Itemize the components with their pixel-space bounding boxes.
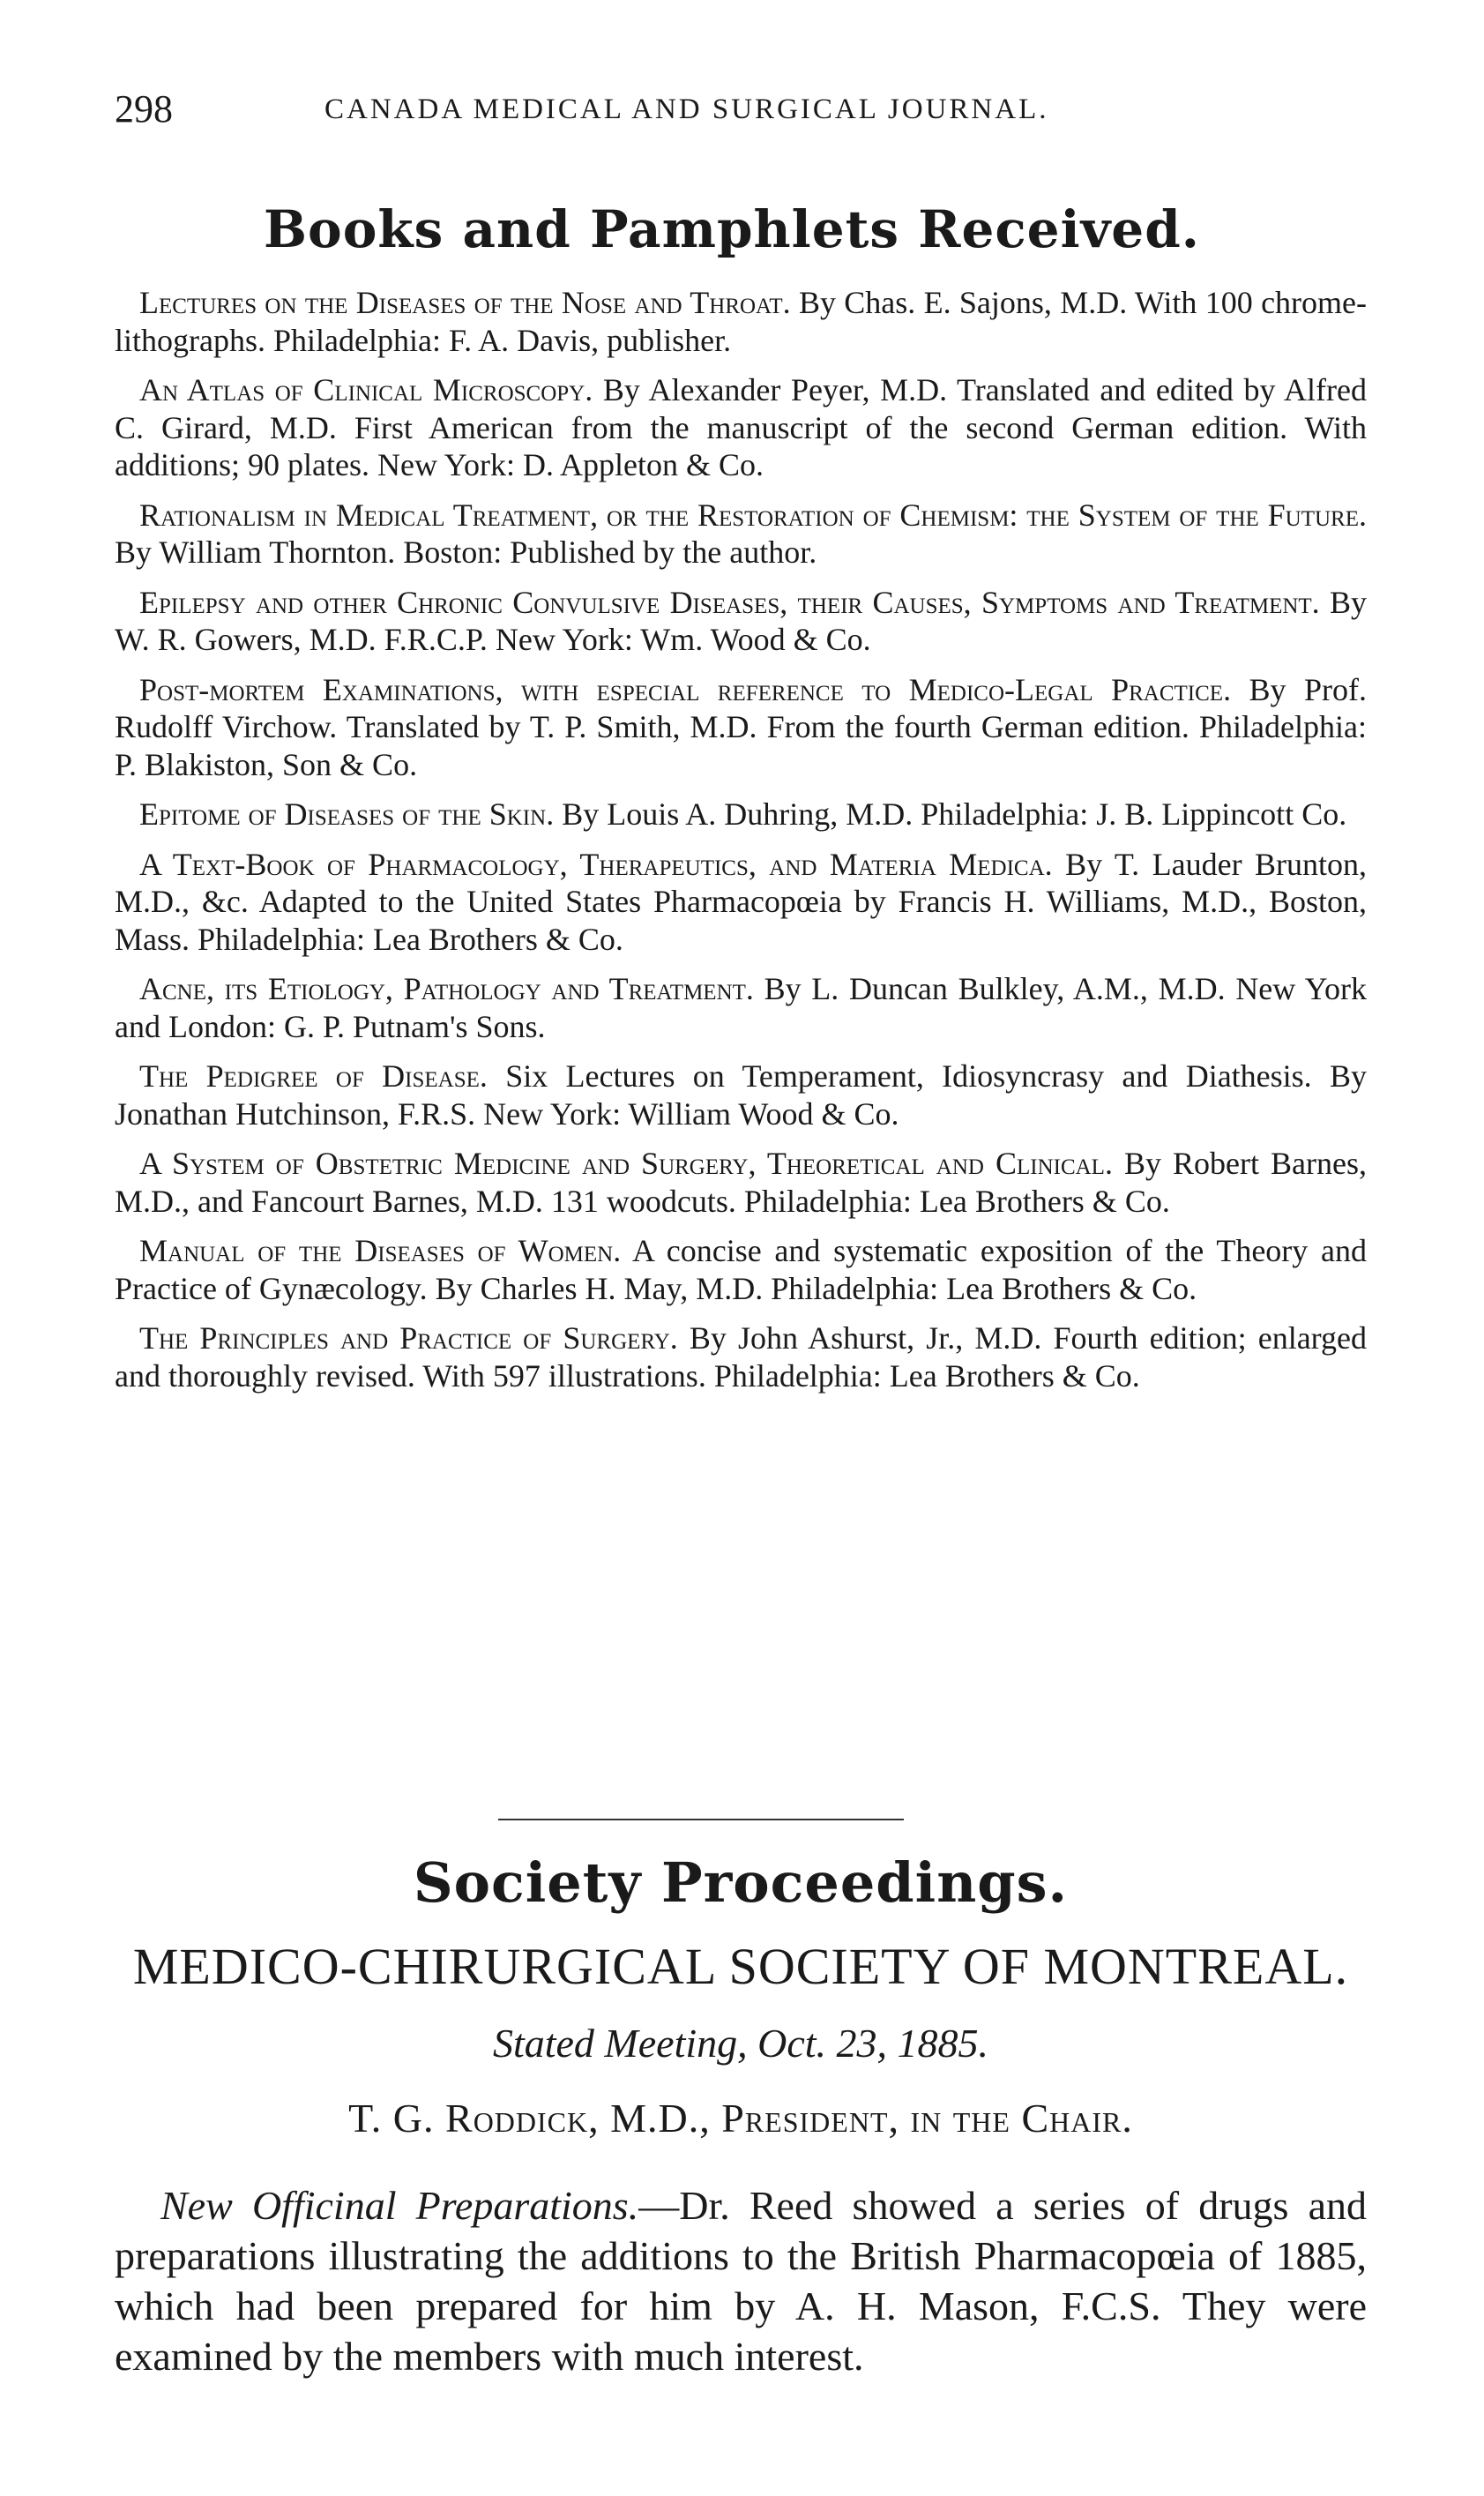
book-entry — [115, 1057, 1367, 1132]
chair-line: T. G. Roddick, M.D., President, in the Chair. — [348, 2096, 1133, 2141]
book-title: A Text-Book of Pharmacology, Therapeutics, and Materia Medica. — [139, 846, 1053, 882]
book-details: Six Lectures on Temperament, Idiosyncrasy and Diathesis. By Jonathan Hutchinson, F.R.S. New York: William Wood & Co. — [115, 1058, 1367, 1132]
book-title: The Principles and Practice of Surgery. — [139, 1320, 678, 1356]
book-entry — [115, 796, 1367, 833]
book-details: By T. Lauder Brunton, M.D., &c. Adapted to the United States Pharmacopœia by Francis H. Williams, M.D., Boston, Mass. Philadelphia: Lea Brothers & Co. — [115, 846, 1367, 957]
book-entry — [115, 371, 1367, 484]
book-entry — [115, 970, 1367, 1045]
book-title: Epilepsy and other Chronic Convulsive Diseases, their Causes, Symptoms and Treatment. — [139, 584, 1320, 620]
book-entry — [115, 846, 1367, 959]
book-entry — [115, 284, 1367, 359]
book-details: By L. Duncan Bulkley, A.M., M.D. New York and London: G. P. Putnam's Sons. — [115, 971, 1367, 1044]
book-details: By Louis A. Duhring, M.D. Philadelphia: J. B. Lippincott Co. — [562, 796, 1347, 832]
book-details: By W. R. Gowers, M.D. F.R.C.P. New York: Wm. Wood & Co. — [115, 584, 1368, 657]
book-details: By Chas. E. Sajons, M.D. With 100 chrome-lithographs. Philadelphia: F. A. Davis, publisher. — [115, 285, 1367, 358]
book-title: Acne, its Etiology, Pathology and Treatment. — [139, 971, 754, 1006]
book-title: Manual of the Diseases of Women. — [139, 1233, 622, 1268]
books-section-title: Books and Pamphlets Received. — [264, 199, 1200, 259]
book-details: By Robert Barnes, M.D., and Fancourt Barnes, M.D. 131 woodcuts. Philadelphia: Lea Brothers & Co. — [115, 1146, 1368, 1219]
book-details: By Alexander Peyer, M.D. Translated and edited by Alfred C. Girard, M.D. First American from the manuscript of the second German edition. With additions; 90 plates. New York: D. Appleton & Co. — [115, 372, 1368, 482]
book-entry — [115, 1319, 1367, 1394]
page-number: 298 — [115, 87, 173, 131]
book-entry — [115, 584, 1367, 659]
journal-title: CANADA MEDICAL AND SURGICAL JOURNAL. — [324, 93, 1049, 125]
book-details: By William Thornton. Boston: Published by the author. — [115, 534, 817, 570]
books-list — [115, 284, 1367, 1407]
book-title: Post-mortem Examinations, with especial reference to Medico-Legal Practice. — [139, 671, 1232, 707]
proceedings-paragraph — [115, 2180, 1367, 2381]
book-title: Lectures on the Diseases of the Nose and Throat. — [139, 285, 791, 320]
book-details: A concise and systematic exposition of the Theory and Practice of Gynæcology. By Charles H. May, M.D. Philadelphia: Lea Brothers & Co. — [115, 1233, 1368, 1306]
meeting-date: Stated Meeting, Oct. 23, 1885. — [492, 2021, 989, 2066]
running-header — [115, 86, 1367, 139]
book-title: Rationalism in Medical Treatment, or the Restoration of Chemism: the System of the Future. — [139, 497, 1367, 533]
society-section-title: Society Proceedings. — [413, 1850, 1069, 1915]
book-details: By John Ashurst, Jr., M.D. Fourth edition; enlarged and thoroughly revised. With 597 illustrations. Philadelphia: Lea Brothers & Co. — [115, 1320, 1367, 1394]
book-title: Epitome of Diseases of the Skin. — [139, 796, 555, 832]
book-entry — [115, 1232, 1367, 1307]
book-title: A System of Obstetric Medicine and Surgery, Theoretical and Clinical. — [139, 1146, 1113, 1181]
book-title: An Atlas of Clinical Microscopy. — [139, 372, 593, 407]
book-entry — [115, 497, 1367, 572]
paragraph-text: —Dr. Reed showed a series of drugs and preparations illustrating the additions to the British Pharmacopœia of 1885, which had been prepared for him by A. H. Mason, F.C.S. They were examined by the members with much interest. — [115, 2183, 1367, 2379]
paragraph-heading: New Officinal Preparations. — [160, 2183, 639, 2228]
book-entry — [115, 1145, 1367, 1220]
book-details: By Prof. Rudolff Virchow. Translated by T. P. Smith, M.D. From the fourth German edition. Philadelphia: P. Blakiston, Son & Co. — [115, 671, 1367, 782]
book-entry — [115, 671, 1367, 784]
section-divider — [498, 1819, 904, 1820]
book-title: The Pedigree of Disease. — [139, 1058, 488, 1094]
society-name: MEDICO-CHIRURGICAL SOCIETY OF MONTREAL. — [132, 1938, 1349, 1995]
